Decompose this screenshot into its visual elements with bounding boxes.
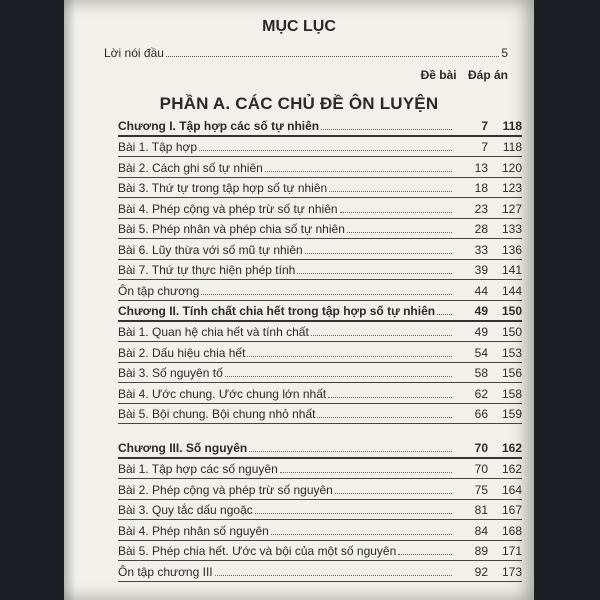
page-dap-an: 118 [502, 140, 522, 154]
list-item [118, 157, 522, 178]
page-dap-an: 164 [501, 482, 522, 497]
dot-leader [335, 493, 452, 494]
list-item [118, 479, 522, 500]
dot-leader [347, 232, 452, 233]
dot-leader [437, 314, 452, 315]
item-label: Bài 6. Lũy thừa với số mũ tự nhiên [118, 242, 303, 257]
page-gutter-shadow [64, 0, 76, 600]
list-item [118, 500, 522, 521]
page-dap-an: 120 [501, 160, 522, 175]
page-dap-an: 150 [501, 303, 522, 318]
dot-leader [340, 212, 452, 213]
item-label: Bài 5. Bội chung. Bội chung nhỏ nhất [118, 407, 316, 421]
page-dap-an: 150 [501, 325, 522, 339]
page-dap-an: 141 [501, 263, 522, 277]
list-item [118, 342, 522, 363]
item-label: Ôn tập chương III [118, 564, 213, 579]
page-de-bai: 84 [474, 523, 488, 538]
page-de-bai: 28 [474, 222, 488, 236]
item-label: Bài 4. Ước chung. Ước chung lớn nhất [118, 386, 327, 401]
page-title: MỤC LỤC [262, 18, 336, 35]
page-de-bai: 70 [474, 462, 488, 476]
list-item [118, 404, 522, 425]
item-label: Bài 3. Số nguyên tố [118, 366, 223, 380]
dot-leader [215, 575, 452, 576]
dot-leader [225, 376, 452, 377]
page-dap-an: 153 [501, 345, 522, 360]
page-de-bai: 81 [474, 503, 488, 517]
list-item [118, 178, 522, 199]
item-label: Ôn tập chương [118, 283, 200, 298]
page-dap-an: 159 [501, 407, 522, 421]
item-label: Bài 1. Tập hợp [118, 140, 198, 154]
list-item [118, 363, 522, 384]
item-label: Bài 5. Phép nhân và phép chia số tự nhiên [118, 222, 345, 236]
page-de-bai: 49 [474, 303, 488, 318]
chapter-row [118, 301, 522, 322]
dot-leader [280, 472, 452, 473]
page-dap-an: 171 [501, 544, 522, 558]
item-label: Bài 4. Phép nhân số nguyên [118, 523, 269, 538]
dot-leader [201, 294, 452, 295]
dot-leader [271, 534, 452, 535]
list-item [118, 561, 522, 582]
preface-row [104, 46, 508, 60]
item-label: Bài 2. Dấu hiệu chia hết [118, 345, 246, 360]
item-label: Bài 3. Quy tắc dấu ngoặc [118, 503, 253, 517]
column-dap-an: Đáp án [467, 68, 508, 82]
dot-leader [199, 150, 452, 151]
dot-leader [255, 513, 452, 514]
item-label: Bài 1. Quan hệ chia hết và tính chất [118, 325, 309, 339]
column-de-bai: Đề bài [420, 68, 457, 82]
preface-label: Lời nói đầu [104, 46, 164, 60]
page-dap-an: 158 [501, 386, 522, 401]
column-headers [413, 68, 508, 82]
dot-leader [249, 451, 452, 452]
list-item [118, 198, 522, 219]
chapter-1-section [118, 116, 522, 301]
page-de-bai: 23 [474, 201, 488, 216]
dot-leader [328, 397, 452, 398]
page-de-bai: 92 [474, 564, 488, 579]
page-de-bai: 70 [474, 440, 488, 455]
page-de-bai: 62 [474, 386, 488, 401]
page-dap-an: 133 [501, 222, 522, 236]
chapter-title: Chương III. Số nguyên [118, 440, 248, 455]
list-item [118, 219, 522, 240]
page-dap-an: 167 [501, 503, 522, 517]
list-item [118, 459, 522, 480]
page-dap-an: 162 [501, 440, 522, 455]
chapter-title: Chương I. Tập hợp các số tự nhiên [118, 118, 320, 133]
dot-leader [297, 273, 452, 274]
page-de-bai: 33 [474, 242, 488, 257]
page-de-bai: 54 [474, 345, 488, 360]
list-item [118, 541, 522, 562]
item-label: Bài 7. Thứ tự thực hiện phép tính [118, 263, 296, 277]
page-dap-an: 162 [501, 462, 522, 476]
dot-leader [247, 356, 452, 357]
page-dap-an: 173 [501, 564, 522, 579]
page-de-bai: 13 [474, 160, 488, 175]
item-label: Bài 2. Cách ghi số tự nhiên [118, 160, 263, 175]
page-dap-an: 127 [501, 201, 522, 216]
chapter-title: Chương II. Tính chất chia hết trong tập hợp số tự nhiên [118, 303, 436, 318]
chapter-3-section [118, 438, 522, 582]
dot-leader [398, 554, 452, 555]
page-de-bai: 7 [481, 118, 488, 133]
dot-leader [321, 129, 452, 130]
chapter-row [118, 438, 522, 459]
book-page [64, 0, 534, 600]
list-item [118, 280, 522, 301]
dot-leader [166, 56, 499, 57]
page-dap-an: 123 [501, 181, 522, 195]
page-de-bai: 18 [474, 181, 488, 195]
item-label: Bài 1. Tập hợp các số nguyên [118, 462, 278, 476]
dot-leader [305, 253, 452, 254]
part-heading: PHẦN A. CÁC CHỦ ĐỀ ÔN LUYỆN [159, 94, 439, 113]
item-label: Bài 2. Phép cộng và phép trừ số nguyên [118, 482, 333, 497]
page-de-bai: 7 [481, 140, 488, 154]
chapter-row [118, 116, 522, 137]
page-dap-an: 144 [501, 283, 522, 298]
preface-page: 5 [501, 46, 508, 60]
page-de-bai: 75 [474, 482, 488, 497]
page-dap-an: 156 [501, 366, 522, 380]
list-item [118, 383, 522, 404]
page-de-bai: 58 [474, 366, 488, 380]
list-item [118, 239, 522, 260]
page-de-bai: 44 [474, 283, 488, 298]
list-item [118, 520, 522, 541]
dot-leader [317, 417, 452, 418]
dot-leader [311, 335, 452, 336]
page-de-bai: 39 [474, 263, 488, 277]
list-item [118, 137, 522, 158]
page-de-bai: 49 [474, 325, 488, 339]
page-dap-an: 118 [502, 118, 522, 133]
item-label: Bài 4. Phép cộng và phép trừ số tự nhiên [118, 201, 338, 216]
page-dap-an: 168 [501, 523, 522, 538]
dot-leader [265, 171, 452, 172]
dot-leader [329, 191, 452, 192]
item-label: Bài 3. Thứ tự trong tập hợp số tự nhiên [118, 181, 328, 195]
page-dap-an: 136 [501, 242, 522, 257]
chapter-2-section [118, 301, 522, 424]
list-item [118, 260, 522, 281]
page-de-bai: 66 [474, 407, 488, 421]
list-item [118, 322, 522, 343]
page-de-bai: 89 [474, 544, 488, 558]
item-label: Bài 5. Phép chia hết. Ước và bội của một số nguyên [118, 544, 397, 558]
